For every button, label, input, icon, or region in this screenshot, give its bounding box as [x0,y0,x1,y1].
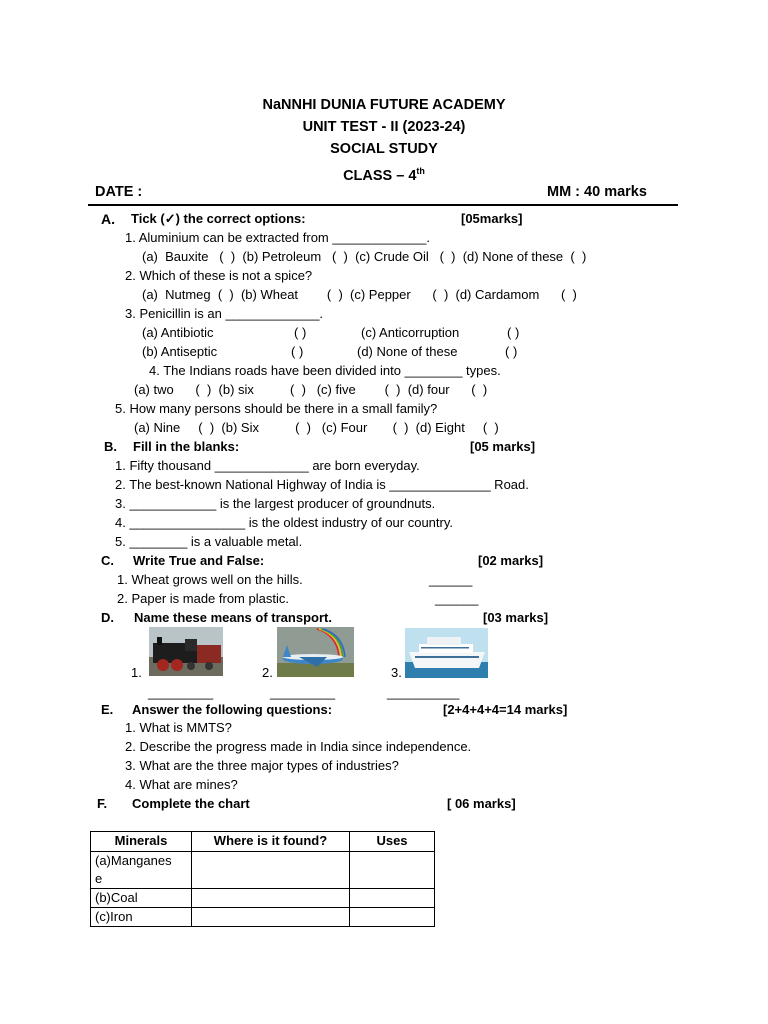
c-question-2-blank: ______ [435,591,479,606]
minerals-chart-table [90,831,435,927]
transport-blank-1: _________ [148,685,214,700]
transport-blank-3: __________ [387,685,460,700]
uses-cell[interactable] [350,852,435,889]
a-question-4: 4. The Indians roads have been divided into ________ types. [149,363,501,378]
section-d-marks: [03 marks] [483,610,549,625]
school-name: NaNNHI DUNIA FUTURE ACADEMY [262,97,506,113]
class-label: CLASS – 4 [343,167,417,184]
e-question-3: 3. What are the three major types of industries? [125,758,399,773]
header-divider [88,204,678,206]
a-question-2: 2. Which of these is not a spice? [125,268,313,283]
section-f-title: Complete the chart [132,796,250,811]
a-q3-option-b-box: ( ) [291,344,304,359]
section-c-letter: C. [101,553,114,568]
b-question-1: 1. Fifty thousand _____________ are born everyday. [115,458,420,473]
class-title [0,161,768,186]
b-question-5: 5. ________ is a valuable metal. [115,534,303,549]
header-minerals: Minerals [91,832,192,852]
a-question-3: 3. Penicillin is an _____________. [125,306,324,321]
table-header-row [91,832,435,852]
mineral-cell [91,852,192,889]
cruise-ship-photo [405,628,488,678]
section-e-marks: [2+4+4+4=14 marks] [443,702,568,717]
table-row [91,852,435,889]
b-question-3: 3. ____________ is the largest producer of groundnuts. [115,496,436,511]
airplane-photo [277,627,354,677]
a-q3-option-c: (c) Anticorruption [361,325,460,340]
a-q3-option-b: (b) Antiseptic [142,344,218,359]
section-c-marks: [02 marks] [478,553,544,568]
where-found-cell[interactable] [192,889,350,908]
section-e-letter: E. [101,702,114,717]
a-question-2-options: (a) Nutmeg ( ) (b) Wheat ( ) (c) Pepper ( ) (d) Cardamom ( ) [142,287,577,302]
where-found-cell[interactable] [192,852,350,889]
e-question-4: 4. What are mines? [125,777,238,792]
section-e-title: Answer the following questions: [132,702,333,717]
section-f-letter: F. [97,796,108,811]
section-c-title: Write True and False: [133,553,265,568]
mineral-cell: (b)Coal [91,889,192,908]
b-question-2: 2. The best-known National Highway of India is ______________ Road. [115,477,529,492]
section-d-letter: D. [101,610,114,625]
a-q3-option-c-box: ( ) [507,325,520,340]
section-a-title: Tick (✓) the correct options: [131,211,306,226]
mineral-name-line-1: (a)Manganes [95,853,172,868]
header-where-found: Where is it found? [192,832,350,852]
c-question-1-blank: ______ [429,572,473,587]
e-question-2: 2. Describe the progress made in India since independence. [125,739,472,754]
table-row [91,889,435,908]
header-uses: Uses [350,832,435,852]
where-found-cell[interactable] [192,908,350,927]
date-label: DATE : [95,184,143,200]
a-question-4-options: (a) two ( ) (b) six ( ) (c) five ( ) (d) four ( ) [134,382,488,397]
transport-number-2: 2. [262,665,273,680]
section-a-marks: [05marks] [461,211,523,226]
transport-number-1: 1. [131,665,142,680]
section-f-marks: [ 06 marks] [447,796,516,811]
class-superscript: th [416,166,425,176]
a-q3-option-a: (a) Antibiotic [142,325,214,340]
subject-title: SOCIAL STUDY [330,141,438,157]
section-d-title: Name these means of transport. [134,610,332,625]
mineral-name-line-2: e [95,871,103,886]
a-q3-option-a-box: ( ) [294,325,307,340]
a-question-5-options: (a) Nine ( ) (b) Six ( ) (c) Four ( ) (d) Eight ( ) [134,420,499,435]
c-question-1: 1. Wheat grows well on the hills. [117,572,303,587]
section-b-title: Fill in the blanks: [133,439,240,454]
section-a-letter: A. [101,211,115,227]
a-q3-option-d: (d) None of these [357,344,458,359]
transport-number-3: 3. [391,665,402,680]
transport-blank-2: _________ [270,685,336,700]
e-question-1: 1. What is MMTS? [125,720,232,735]
c-question-2: 2. Paper is made from plastic. [117,591,289,606]
uses-cell[interactable] [350,908,435,927]
section-b-letter: B. [104,439,117,454]
a-question-1: 1. Aluminium can be extracted from _____________. [125,230,430,245]
section-b-marks: [05 marks] [470,439,536,454]
mineral-cell: (c)Iron [91,908,192,927]
a-q3-option-d-box: ( ) [505,344,518,359]
a-question-1-options: (a) Bauxite ( ) (b) Petroleum ( ) (c) Crude Oil ( ) (d) None of these ( ) [142,249,587,264]
test-title: UNIT TEST - II (2023-24) [302,119,466,135]
b-question-4: 4. ________________ is the oldest industry of our country. [115,515,453,530]
steam-train-photo [149,627,223,676]
uses-cell[interactable] [350,889,435,908]
a-question-5: 5. How many persons should be there in a small family? [115,401,438,416]
table-row [91,908,435,927]
max-marks: MM : 40 marks [547,184,647,200]
